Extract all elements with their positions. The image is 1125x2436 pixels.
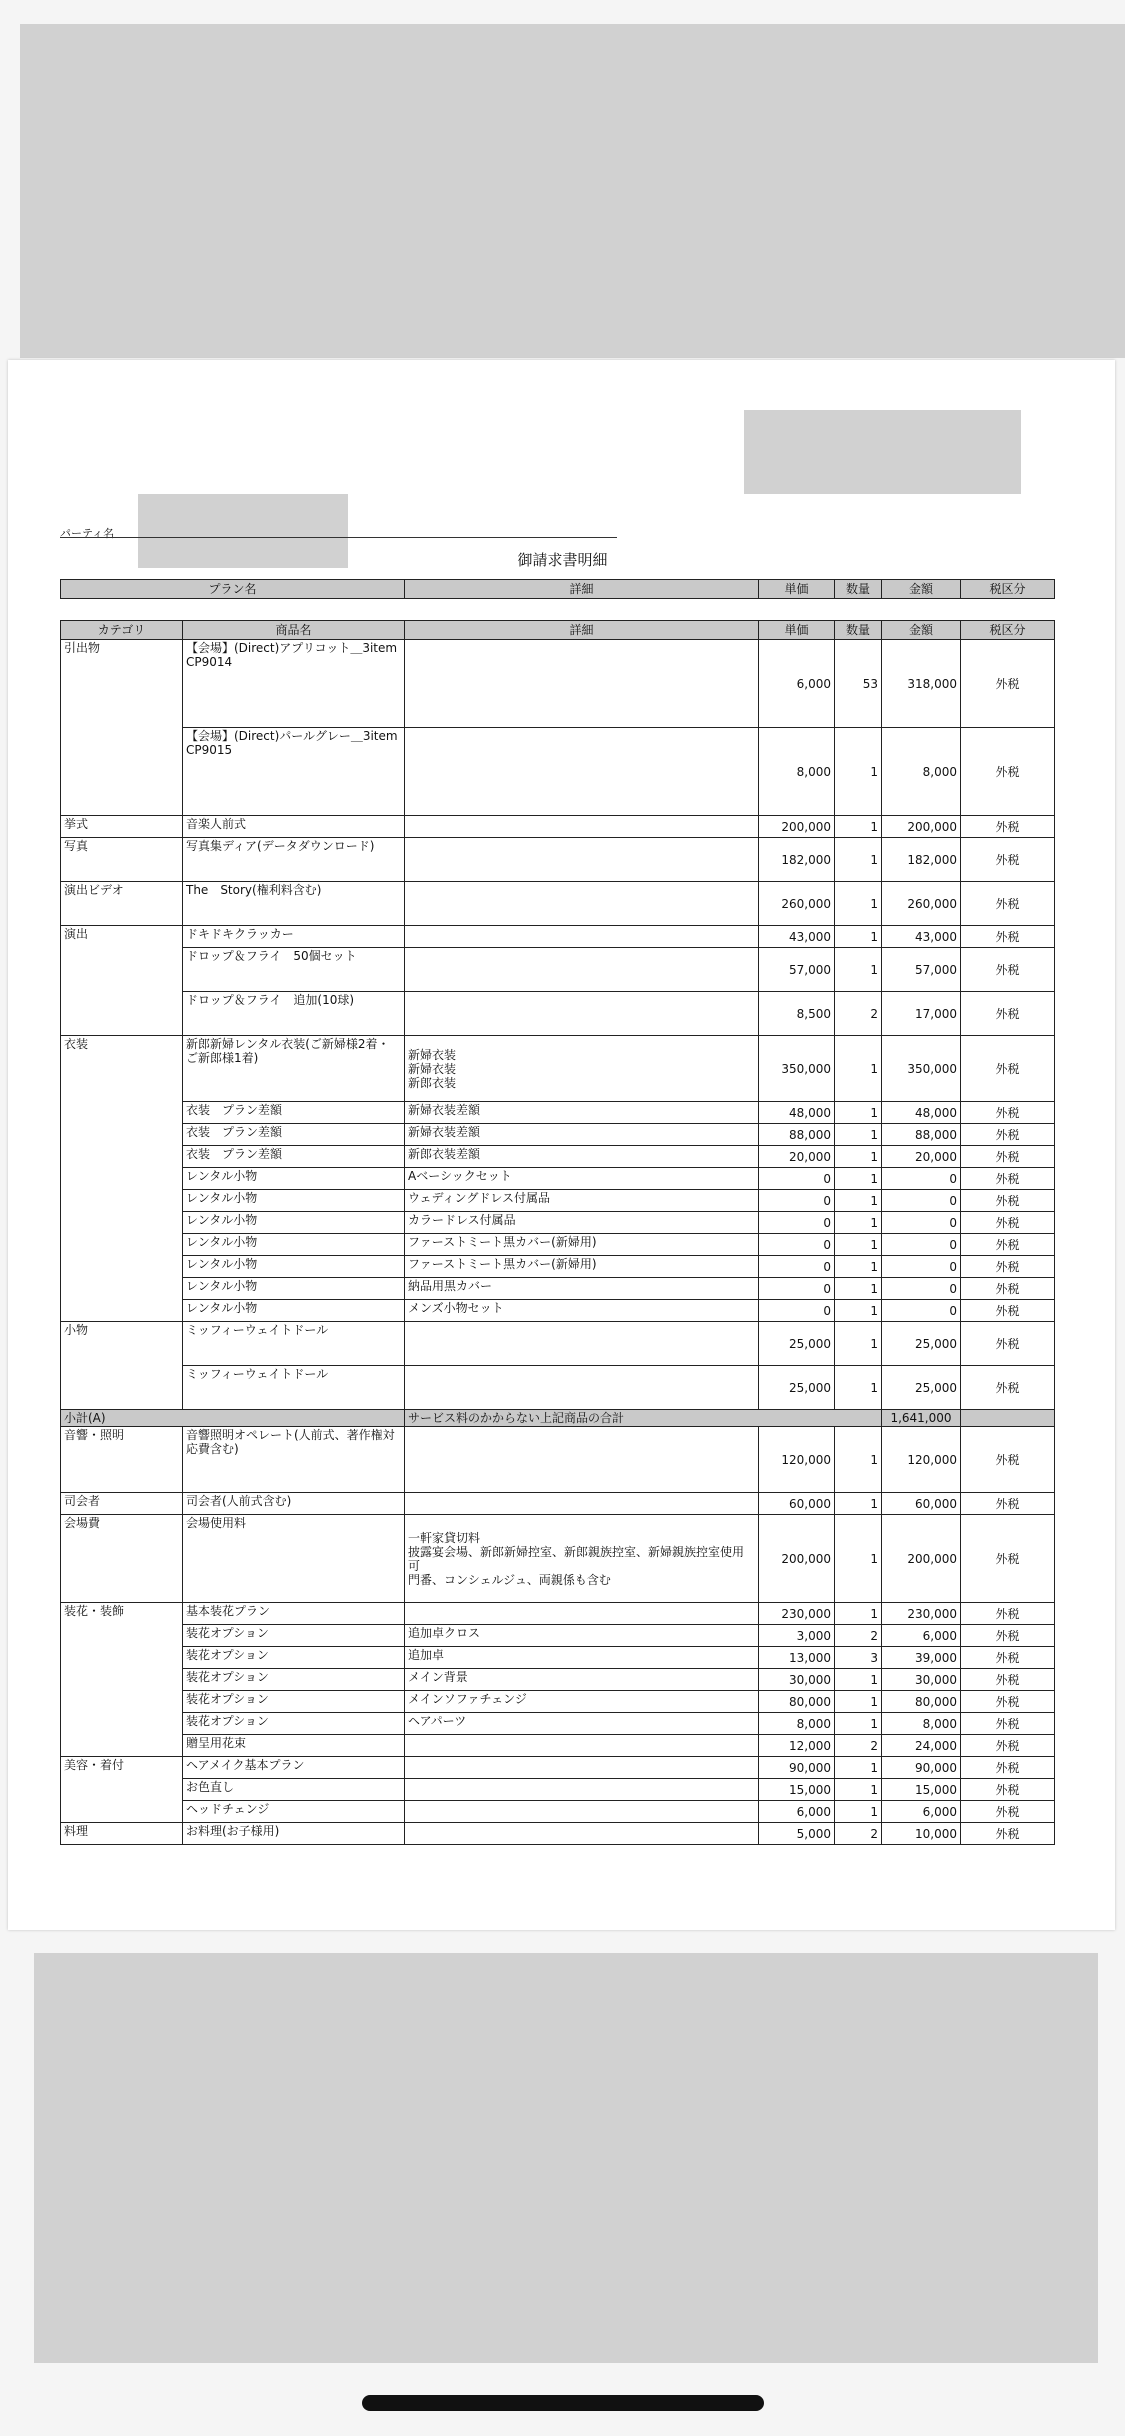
item-name-cell: レンタル小物: [183, 1190, 405, 1212]
table-row: [61, 640, 1055, 728]
item-name-cell: 司会者(人前式含む): [183, 1493, 405, 1515]
table-row: [61, 816, 1055, 838]
quantity-cell: 1: [835, 1427, 882, 1493]
item-name-cell: ドキドキクラッカー: [183, 926, 405, 948]
table-row: [61, 1366, 1055, 1410]
tax-type-cell: 外税: [961, 1669, 1055, 1691]
item-name-cell: ドロップ＆フライ 追加(10球): [183, 992, 405, 1036]
amount-cell: 10,000: [882, 1823, 961, 1845]
table-row: [61, 1300, 1055, 1322]
item-name-cell: ドロップ＆フライ 50個セット: [183, 948, 405, 992]
unit-price-cell: 8,500: [759, 992, 835, 1036]
table-row: [61, 1322, 1055, 1366]
tax-type-cell: 外税: [961, 926, 1055, 948]
item-name-cell: 【会場】(Direct)パールグレー＿3item CP9015: [183, 728, 405, 816]
tax-type-cell: 外税: [961, 1691, 1055, 1713]
category-cell: 会場費: [61, 1515, 183, 1603]
quantity-cell: 1: [835, 1300, 882, 1322]
unit-price-cell: 182,000: [759, 838, 835, 882]
amount-cell: 260,000: [882, 882, 961, 926]
unit-price-cell: 90,000: [759, 1757, 835, 1779]
table-row: [61, 1124, 1055, 1146]
subtotal-tax: [961, 1410, 1055, 1427]
unit-price-cell: 25,000: [759, 1322, 835, 1366]
item-detail-cell: [405, 1757, 759, 1779]
category-cell: 挙式: [61, 816, 183, 838]
quantity-cell: 1: [835, 1801, 882, 1823]
category-cell: 衣装: [61, 1036, 183, 1322]
item-detail-cell: [405, 926, 759, 948]
quantity-cell: 1: [835, 838, 882, 882]
table-row: [61, 1647, 1055, 1669]
tax-type-cell: 外税: [961, 1168, 1055, 1190]
amount-cell: 6,000: [882, 1801, 961, 1823]
quantity-cell: 1: [835, 1603, 882, 1625]
table-row: [61, 728, 1055, 816]
tax-type-cell: 外税: [961, 1102, 1055, 1124]
table-row: [61, 1669, 1055, 1691]
tax-type-cell: 外税: [961, 1493, 1055, 1515]
quantity-cell: 1: [835, 926, 882, 948]
unit-price-cell: 15,000: [759, 1779, 835, 1801]
table-row: [61, 1102, 1055, 1124]
unit-price-cell: 0: [759, 1278, 835, 1300]
table-row: [61, 1515, 1055, 1603]
amount-cell: 57,000: [882, 948, 961, 992]
item-name-cell: 衣装 プラン差額: [183, 1146, 405, 1168]
unit-price-cell: 120,000: [759, 1427, 835, 1493]
amount-cell: 39,000: [882, 1647, 961, 1669]
quantity-cell: 1: [835, 1212, 882, 1234]
tax-type-cell: 外税: [961, 1427, 1055, 1493]
items-header-col-0: カテゴリ: [61, 621, 183, 640]
amount-cell: 0: [882, 1168, 961, 1190]
tax-type-cell: 外税: [961, 1300, 1055, 1322]
table-row: [61, 1146, 1055, 1168]
quantity-cell: 2: [835, 1735, 882, 1757]
item-detail-cell: 追加卓クロス: [405, 1625, 759, 1647]
unit-price-cell: 20,000: [759, 1146, 835, 1168]
table-row: [61, 1735, 1055, 1757]
category-cell: 装花・装飾: [61, 1603, 183, 1757]
items-header-col-4: 数量: [835, 621, 882, 640]
unit-price-cell: 60,000: [759, 1493, 835, 1515]
tax-type-cell: 外税: [961, 1801, 1055, 1823]
plan-header-col-1: 詳細: [405, 580, 759, 599]
item-detail-cell: [405, 1801, 759, 1823]
quantity-cell: 1: [835, 1669, 882, 1691]
item-name-cell: 装花オプション: [183, 1625, 405, 1647]
item-detail-cell: 一軒家貸切料 披露宴会場、新郎新婦控室、新郎親族控室、新婦親族控室使用可 門番、コンシェルジュ、両親係も含む: [405, 1515, 759, 1603]
plan-header-col-5: 税区分: [961, 580, 1055, 599]
unit-price-cell: 0: [759, 1190, 835, 1212]
tax-type-cell: 外税: [961, 1190, 1055, 1212]
table-row: [61, 1036, 1055, 1102]
item-detail-cell: [405, 882, 759, 926]
plan-header-table: [60, 579, 1055, 599]
quantity-cell: 1: [835, 816, 882, 838]
amount-cell: 90,000: [882, 1757, 961, 1779]
table-row: [61, 838, 1055, 882]
tax-type-cell: 外税: [961, 1124, 1055, 1146]
amount-cell: 0: [882, 1300, 961, 1322]
quantity-cell: 1: [835, 1757, 882, 1779]
table-row: [61, 1234, 1055, 1256]
amount-cell: 6,000: [882, 1625, 961, 1647]
category-cell: 演出: [61, 926, 183, 1036]
tax-type-cell: 外税: [961, 1757, 1055, 1779]
quantity-cell: 2: [835, 1823, 882, 1845]
amount-cell: 43,000: [882, 926, 961, 948]
amount-cell: 350,000: [882, 1036, 961, 1102]
item-name-cell: ヘッドチェンジ: [183, 1801, 405, 1823]
tax-type-cell: 外税: [961, 882, 1055, 926]
unit-price-cell: 25,000: [759, 1366, 835, 1410]
item-name-cell: ヘアメイク基本プラン: [183, 1757, 405, 1779]
amount-cell: 48,000: [882, 1102, 961, 1124]
category-cell: 美容・着付: [61, 1757, 183, 1823]
item-detail-cell: [405, 1493, 759, 1515]
table-row: [61, 948, 1055, 992]
item-detail-cell: Aベーシックセット: [405, 1168, 759, 1190]
items-header-col-6: 税区分: [961, 621, 1055, 640]
item-detail-cell: [405, 1366, 759, 1410]
quantity-cell: 1: [835, 882, 882, 926]
item-name-cell: 写真集ディア(データダウンロード): [183, 838, 405, 882]
item-name-cell: レンタル小物: [183, 1256, 405, 1278]
unit-price-cell: 350,000: [759, 1036, 835, 1102]
items-header-col-2: 詳細: [405, 621, 759, 640]
item-name-cell: 装花オプション: [183, 1669, 405, 1691]
table-row: [61, 1278, 1055, 1300]
item-detail-cell: ヘアパーツ: [405, 1713, 759, 1735]
quantity-cell: 1: [835, 1168, 882, 1190]
amount-cell: 60,000: [882, 1493, 961, 1515]
unit-price-cell: 0: [759, 1212, 835, 1234]
amount-cell: 88,000: [882, 1124, 961, 1146]
category-cell: 引出物: [61, 640, 183, 816]
quantity-cell: 1: [835, 1036, 882, 1102]
tax-type-cell: 外税: [961, 1256, 1055, 1278]
unit-price-cell: 88,000: [759, 1124, 835, 1146]
quantity-cell: 1: [835, 728, 882, 816]
table-row: [61, 1256, 1055, 1278]
tax-type-cell: 外税: [961, 1146, 1055, 1168]
unit-price-cell: 0: [759, 1168, 835, 1190]
table-row: [61, 1713, 1055, 1735]
quantity-cell: 53: [835, 640, 882, 728]
table-row: [61, 882, 1055, 926]
item-name-cell: 装花オプション: [183, 1647, 405, 1669]
tax-type-cell: 外税: [961, 1515, 1055, 1603]
amount-cell: 318,000: [882, 640, 961, 728]
item-detail-cell: ファーストミート黒カバー(新婦用): [405, 1256, 759, 1278]
category-cell: 小物: [61, 1322, 183, 1410]
amount-cell: 200,000: [882, 816, 961, 838]
table-row: [61, 926, 1055, 948]
subtotal-label: 小計(A): [61, 1410, 405, 1427]
table-row: [61, 992, 1055, 1036]
subtotal-note: サービス料のかからない上記商品の合計: [405, 1410, 882, 1427]
amount-cell: 0: [882, 1278, 961, 1300]
item-name-cell: 新郎新婦レンタル衣装(ご新婦様2着・ご新郎様1着): [183, 1036, 405, 1102]
party-name-label: パーティ名: [60, 527, 115, 540]
redacted-address-box: [744, 410, 1021, 494]
tax-type-cell: 外税: [961, 1735, 1055, 1757]
item-name-cell: 装花オプション: [183, 1713, 405, 1735]
document-title: 御請求書明細: [517, 551, 608, 569]
item-name-cell: 会場使用料: [183, 1515, 405, 1603]
table-row: [61, 1168, 1055, 1190]
category-cell: 司会者: [61, 1493, 183, 1515]
tax-type-cell: 外税: [961, 1366, 1055, 1410]
amount-cell: 120,000: [882, 1427, 961, 1493]
quantity-cell: 1: [835, 1190, 882, 1212]
amount-cell: 25,000: [882, 1322, 961, 1366]
item-name-cell: 衣装 プラン差額: [183, 1124, 405, 1146]
table-row: [61, 1493, 1055, 1515]
category-cell: 演出ビデオ: [61, 882, 183, 926]
quantity-cell: 2: [835, 1625, 882, 1647]
unit-price-cell: 5,000: [759, 1823, 835, 1845]
items-header-col-3: 単価: [759, 621, 835, 640]
unit-price-cell: 230,000: [759, 1603, 835, 1625]
table-row: [61, 1427, 1055, 1493]
unit-price-cell: 6,000: [759, 640, 835, 728]
item-detail-cell: [405, 728, 759, 816]
tax-type-cell: 外税: [961, 1823, 1055, 1845]
item-name-cell: 音響照明オペレート(人前式、著作権対応費含む): [183, 1427, 405, 1493]
tax-type-cell: 外税: [961, 1779, 1055, 1801]
item-detail-cell: 追加卓: [405, 1647, 759, 1669]
item-detail-cell: [405, 948, 759, 992]
table-row: [61, 1190, 1055, 1212]
tax-type-cell: 外税: [961, 1322, 1055, 1366]
tax-type-cell: 外税: [961, 1036, 1055, 1102]
unit-price-cell: 13,000: [759, 1647, 835, 1669]
unit-price-cell: 57,000: [759, 948, 835, 992]
amount-cell: 0: [882, 1190, 961, 1212]
quantity-cell: 1: [835, 948, 882, 992]
item-detail-cell: 新婦衣装 新婦衣装 新郎衣装: [405, 1036, 759, 1102]
subtotal-amount: 1,641,000: [882, 1410, 961, 1427]
item-name-cell: 【会場】(Direct)アプリコット＿3item CP9014: [183, 640, 405, 728]
home-indicator[interactable]: [362, 2395, 764, 2411]
amount-cell: 15,000: [882, 1779, 961, 1801]
item-name-cell: ミッフィーウェイトドール: [183, 1322, 405, 1366]
tax-type-cell: 外税: [961, 1278, 1055, 1300]
amount-cell: 30,000: [882, 1669, 961, 1691]
item-name-cell: The Story(権利料含む): [183, 882, 405, 926]
quantity-cell: 1: [835, 1322, 882, 1366]
amount-cell: 230,000: [882, 1603, 961, 1625]
quantity-cell: 1: [835, 1366, 882, 1410]
item-detail-cell: 新婦衣装差額: [405, 1102, 759, 1124]
amount-cell: 25,000: [882, 1366, 961, 1410]
tax-type-cell: 外税: [961, 1713, 1055, 1735]
redacted-top-page: [20, 24, 1125, 358]
item-name-cell: 贈呈用花束: [183, 1735, 405, 1757]
plan-header-col-4: 金額: [882, 580, 961, 599]
quantity-cell: 3: [835, 1647, 882, 1669]
tax-type-cell: 外税: [961, 1647, 1055, 1669]
quantity-cell: 2: [835, 992, 882, 1036]
item-detail-cell: 納品用黒カバー: [405, 1278, 759, 1300]
table-row: [61, 1757, 1055, 1779]
table-row: [61, 1625, 1055, 1647]
tax-type-cell: 外税: [961, 1625, 1055, 1647]
item-detail-cell: 新婦衣装差額: [405, 1124, 759, 1146]
items-header-col-1: 商品名: [183, 621, 405, 640]
item-detail-cell: [405, 1603, 759, 1625]
amount-cell: 17,000: [882, 992, 961, 1036]
amount-cell: 0: [882, 1212, 961, 1234]
item-detail-cell: メイン背景: [405, 1669, 759, 1691]
item-detail-cell: [405, 1779, 759, 1801]
unit-price-cell: 48,000: [759, 1102, 835, 1124]
unit-price-cell: 0: [759, 1234, 835, 1256]
amount-cell: 182,000: [882, 838, 961, 882]
item-name-cell: 衣装 プラン差額: [183, 1102, 405, 1124]
table-row: [61, 1603, 1055, 1625]
unit-price-cell: 200,000: [759, 1515, 835, 1603]
item-detail-cell: [405, 1823, 759, 1845]
table-row: [61, 1823, 1055, 1845]
invoice-items-table: [60, 620, 1055, 1845]
quantity-cell: 1: [835, 1124, 882, 1146]
tax-type-cell: 外税: [961, 816, 1055, 838]
quantity-cell: 1: [835, 1256, 882, 1278]
tax-type-cell: 外税: [961, 640, 1055, 728]
item-detail-cell: [405, 838, 759, 882]
item-detail-cell: [405, 816, 759, 838]
item-detail-cell: メインソファチェンジ: [405, 1691, 759, 1713]
party-name-underline: [60, 537, 617, 538]
item-name-cell: レンタル小物: [183, 1168, 405, 1190]
amount-cell: 80,000: [882, 1691, 961, 1713]
plan-header-col-3: 数量: [835, 580, 882, 599]
item-name-cell: ミッフィーウェイトドール: [183, 1366, 405, 1410]
unit-price-cell: 6,000: [759, 1801, 835, 1823]
item-name-cell: レンタル小物: [183, 1234, 405, 1256]
item-detail-cell: [405, 1427, 759, 1493]
item-detail-cell: [405, 1322, 759, 1366]
unit-price-cell: 260,000: [759, 882, 835, 926]
item-name-cell: お料理(お子様用): [183, 1823, 405, 1845]
amount-cell: 8,000: [882, 728, 961, 816]
table-row: [61, 1779, 1055, 1801]
table-row: [61, 1212, 1055, 1234]
quantity-cell: 1: [835, 1493, 882, 1515]
unit-price-cell: 0: [759, 1256, 835, 1278]
redacted-bottom-page: [34, 1953, 1098, 2363]
plan-header-col-0: プラン名: [61, 580, 405, 599]
quantity-cell: 1: [835, 1278, 882, 1300]
quantity-cell: 1: [835, 1146, 882, 1168]
item-name-cell: 装花オプション: [183, 1691, 405, 1713]
item-name-cell: レンタル小物: [183, 1300, 405, 1322]
quantity-cell: 1: [835, 1102, 882, 1124]
tax-type-cell: 外税: [961, 838, 1055, 882]
table-row: [61, 1691, 1055, 1713]
amount-cell: 24,000: [882, 1735, 961, 1757]
items-header-col-5: 金額: [882, 621, 961, 640]
item-detail-cell: [405, 1735, 759, 1757]
amount-cell: 8,000: [882, 1713, 961, 1735]
item-name-cell: お色直し: [183, 1779, 405, 1801]
item-detail-cell: ウェディングドレス付属品: [405, 1190, 759, 1212]
item-name-cell: 音楽人前式: [183, 816, 405, 838]
unit-price-cell: 12,000: [759, 1735, 835, 1757]
quantity-cell: 1: [835, 1515, 882, 1603]
table-row: [61, 1801, 1055, 1823]
item-detail-cell: [405, 992, 759, 1036]
item-detail-cell: 新郎衣装差額: [405, 1146, 759, 1168]
unit-price-cell: 80,000: [759, 1691, 835, 1713]
tax-type-cell: 外税: [961, 992, 1055, 1036]
unit-price-cell: 3,000: [759, 1625, 835, 1647]
unit-price-cell: 30,000: [759, 1669, 835, 1691]
category-cell: 料理: [61, 1823, 183, 1845]
amount-cell: 20,000: [882, 1146, 961, 1168]
item-detail-cell: [405, 640, 759, 728]
tax-type-cell: 外税: [961, 1603, 1055, 1625]
unit-price-cell: 0: [759, 1300, 835, 1322]
category-cell: 音響・照明: [61, 1427, 183, 1493]
category-cell: 写真: [61, 838, 183, 882]
amount-cell: 0: [882, 1234, 961, 1256]
tax-type-cell: 外税: [961, 728, 1055, 816]
unit-price-cell: 8,000: [759, 728, 835, 816]
quantity-cell: 1: [835, 1234, 882, 1256]
amount-cell: 200,000: [882, 1515, 961, 1603]
item-detail-cell: カラードレス付属品: [405, 1212, 759, 1234]
item-detail-cell: メンズ小物セット: [405, 1300, 759, 1322]
subtotal-row: [61, 1410, 1055, 1427]
unit-price-cell: 200,000: [759, 816, 835, 838]
tax-type-cell: 外税: [961, 1234, 1055, 1256]
unit-price-cell: 8,000: [759, 1713, 835, 1735]
quantity-cell: 1: [835, 1779, 882, 1801]
tax-type-cell: 外税: [961, 948, 1055, 992]
item-detail-cell: ファーストミート黒カバー(新婦用): [405, 1234, 759, 1256]
amount-cell: 0: [882, 1256, 961, 1278]
tax-type-cell: 外税: [961, 1212, 1055, 1234]
item-name-cell: レンタル小物: [183, 1278, 405, 1300]
item-name-cell: レンタル小物: [183, 1212, 405, 1234]
quantity-cell: 1: [835, 1713, 882, 1735]
quantity-cell: 1: [835, 1691, 882, 1713]
item-name-cell: 基本装花プラン: [183, 1603, 405, 1625]
plan-header-col-2: 単価: [759, 580, 835, 599]
unit-price-cell: 43,000: [759, 926, 835, 948]
